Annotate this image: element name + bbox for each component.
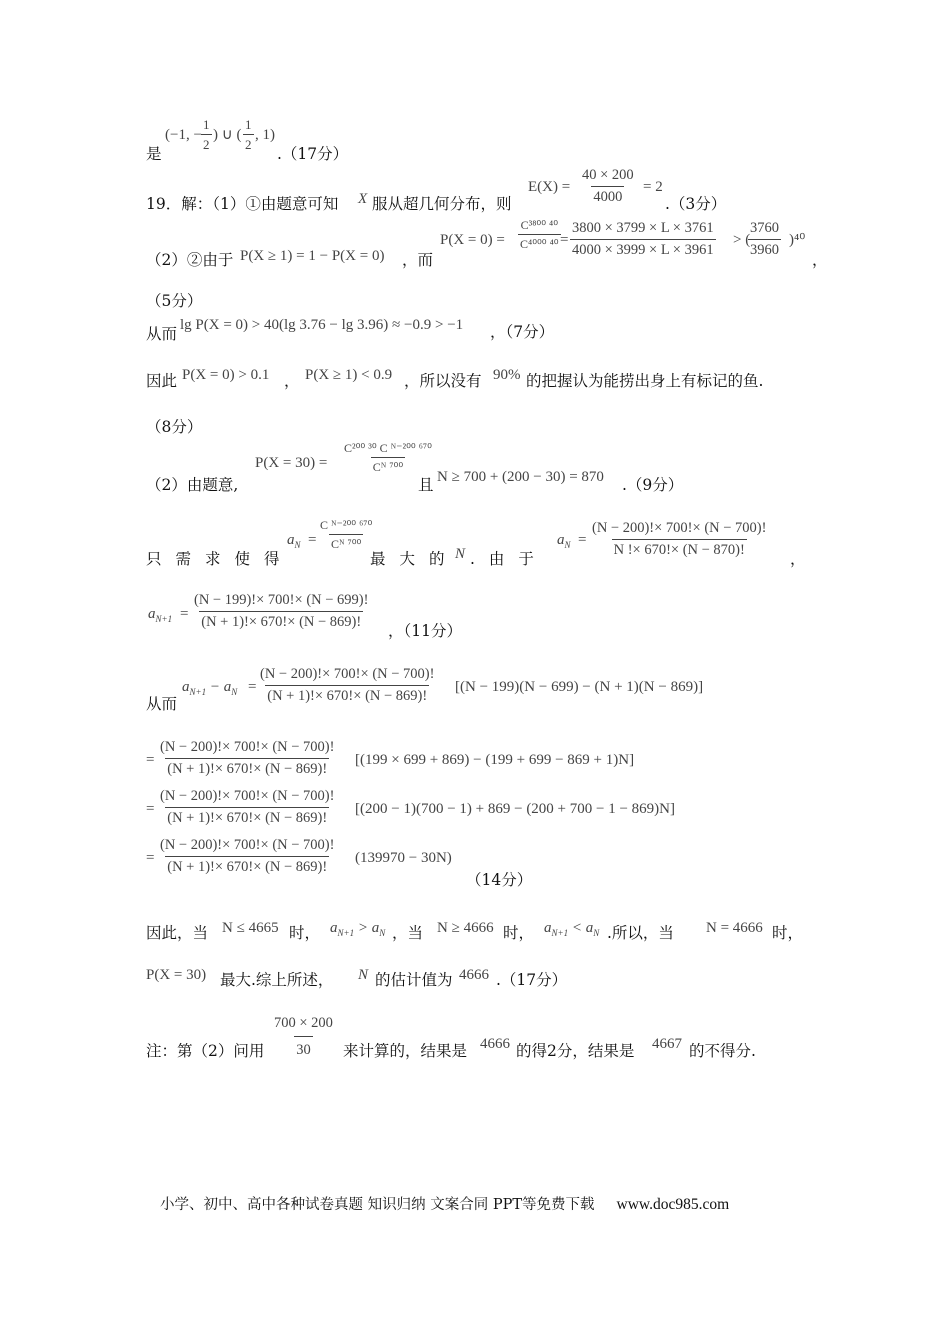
step3-eq: =	[146, 850, 155, 866]
note-text4: 的不得分.	[689, 1042, 756, 1060]
expectation-lhs: E(X) =	[528, 179, 571, 195]
hence-text: 因此	[146, 372, 178, 390]
aN1-eq: =	[180, 606, 189, 622]
from-text: 从而	[146, 325, 178, 343]
q19-intro: 19．解：（1）①由题意可知	[146, 195, 339, 213]
aN-lhs: $a_N$	[287, 532, 301, 550]
interval-frac1: $\frac{1}{2}$	[203, 117, 210, 152]
score-3: .（3分）	[665, 195, 727, 213]
diff-tail: [(N − 199)(N − 699) − (N + 1)(N − 869)]	[455, 679, 704, 695]
px30-lhs: P(X = 30) =	[255, 455, 328, 471]
note-frac: $\frac{700 \times 200}{30}$	[274, 1015, 333, 1058]
hence-comma: ，	[284, 372, 300, 390]
complement-eq: P(X ≥ 1) = 1 − P(X = 0)	[240, 248, 385, 264]
score-17-a: .（17分）	[277, 145, 349, 163]
concl-text3: ，当	[392, 924, 424, 942]
aN-eq: =	[308, 532, 317, 548]
p2-comma: ，	[812, 251, 828, 269]
step3-frac: $\frac{(N - 200)!\times 700!\times (N - 700)!}{(N + 1)!\times 670!\times (N - 869)!}$	[160, 837, 335, 875]
var-N: N	[455, 546, 466, 562]
diff-frac: $\frac{(N - 200)!\times 700!\times (N - 700)!}{(N + 1)!\times 670!\times (N - 869)!}$	[260, 666, 435, 704]
step1-tail: [(199 × 699 + 869) − (199 + 699 − 869 + 1)N]	[355, 752, 635, 768]
aN1-frac: $\frac{(N - 199)!\times 700!\times (N - 699)!}{(N + 1)!\times 670!\times (N - 869)!}$	[194, 592, 369, 630]
concl-text4: 时，	[503, 924, 535, 942]
score-17-b: .（17分）	[496, 971, 568, 989]
step1-frac: $\frac{(N - 200)!\times 700!\times (N - 700)!}{(N + 1)!\times 670!\times (N - 869)!}$	[160, 739, 335, 777]
step3-tail: (139970 − 30N)	[355, 850, 452, 866]
p2b-intro: （2）由题意,	[146, 476, 239, 494]
need-max: 最大的	[370, 550, 459, 568]
step1-eq: =	[146, 752, 155, 768]
aN2-lhs: $a_N$	[557, 532, 571, 550]
var-N-2: N	[358, 967, 369, 983]
score-11: ，（11分）	[388, 622, 462, 640]
footer-text: 小学、初中、高中各种试卷真题 知识归纳 文案合同 PPT等免费下载	[160, 1197, 595, 1213]
score-5: （5分）	[146, 292, 203, 310]
n-ge-4666: N ≥ 4666	[437, 920, 494, 936]
step2-tail: [(200 − 1)(700 − 1) + 869 − (200 + 700 − 1 − 869)N]	[355, 801, 676, 817]
concl-text5: .所以，当	[607, 924, 674, 942]
q19-distribution: 服从超几何分布，则	[372, 195, 512, 213]
hence-text2: ，所以没有	[404, 372, 482, 390]
summary-text1: 最大.综上所述，	[220, 971, 334, 989]
n-eq-4666: N = 4666	[706, 920, 763, 936]
p0-lhs: P(X = 0) =	[440, 232, 505, 248]
var-X: X	[358, 191, 368, 207]
step2-eq: =	[146, 801, 155, 817]
concl-text6: 时，	[772, 924, 804, 942]
concl-text1: 因此，当	[146, 924, 209, 942]
expectation-result: = 2	[643, 179, 663, 195]
diff-from: 从而	[146, 695, 178, 713]
estimate-4666: 4666	[459, 967, 489, 983]
note-4667: 4667	[652, 1036, 682, 1052]
p2-intro: （2）②由于	[146, 251, 234, 269]
p2-and: ，而	[402, 251, 434, 269]
note-text2: 来计算的，结果是	[343, 1042, 468, 1060]
p2b-and: 且	[418, 476, 434, 494]
footer-url[interactable]: www.doc985.com	[616, 1196, 730, 1213]
aN2-frac: $\frac{(N - 200)!\times 700!\times (N - 700)!}{N !\times 670!\times (N - 870)!}$	[592, 520, 767, 558]
a-increasing: $a_{N+1} > a_N$	[330, 920, 386, 938]
binom-frac: $\frac{\text{C³⁸⁰⁰ ⁴⁰}}{\text{C⁴⁰⁰⁰ ⁴⁰}}$	[520, 218, 559, 251]
note-text1: 注：第（2）问用	[146, 1042, 265, 1060]
expectation-frac: $\frac{40 \times 200}{4000}$	[582, 167, 634, 205]
n-lower-bound: N ≥ 700 + (200 − 30) = 870	[437, 469, 604, 485]
aN-frac: $\frac{\text{C ᴺ⁻²⁰⁰ ⁶⁷⁰}}{\text{Cᴺ ⁷⁰⁰}}$	[320, 518, 373, 551]
p0-gt: > (	[733, 232, 751, 248]
concl-text2: 时，	[289, 924, 321, 942]
interval-math-c: , 1)	[255, 127, 275, 143]
product-frac: $\frac{3800 \times 3799 \times L \times 3761}{4000 \times 3999 \times L \times 3961}$	[572, 220, 714, 258]
summary-text2: 的估计值为	[375, 971, 453, 989]
need-comma: ，	[790, 550, 806, 568]
px30-frac: $\frac{\text{C²⁰⁰ ³⁰ C ᴺ⁻²⁰⁰ ⁶⁷⁰}}{\text{Cᴺ ⁷⁰⁰}}$	[344, 441, 432, 474]
page-footer	[160, 1193, 729, 1214]
p0-eq: =	[560, 232, 569, 248]
interval-frac2: $\frac{1}{2}$	[245, 117, 252, 152]
score-14: （14分）	[466, 871, 533, 889]
p0-gt-0.1: P(X = 0) > 0.1	[182, 367, 270, 383]
n-le-4665: N ≤ 4665	[222, 920, 279, 936]
score-8: （8分）	[146, 418, 203, 436]
a-decreasing: $a_{N+1} < a_N$	[544, 920, 600, 938]
aN2-eq: =	[578, 532, 587, 548]
hence-text3: 的把握认为能捞出身上有标记的鱼.	[526, 372, 764, 390]
ninety-percent: 90%	[493, 367, 521, 383]
log-inequality: lg P(X = 0) > 40(lg 3.76 − lg 3.96) ≈ −0.9 > −1	[180, 317, 464, 333]
step2-frac: $\frac{(N - 200)!\times 700!\times (N - 700)!}{(N + 1)!\times 670!\times (N - 869)!}$	[160, 788, 335, 826]
diff-lhs: $a_{N+1} - a_N$	[182, 679, 238, 697]
ratio-frac: $\frac{3760}{3960}$	[750, 220, 779, 258]
note-4666: 4666	[480, 1036, 510, 1052]
note-text3: 的得2分，结果是	[516, 1042, 635, 1060]
interval-math-b: ) ∪ (	[213, 127, 242, 143]
px30-max: P(X = 30)	[146, 967, 207, 983]
interval-math-a: (−1, −	[165, 127, 202, 143]
ratio-power: )⁴⁰	[789, 232, 806, 248]
line1-text: 是	[146, 145, 162, 163]
p1-lt-0.9: P(X ≥ 1) < 0.9	[305, 367, 393, 383]
need-since: .由于	[470, 550, 548, 568]
score-7: ，（7分）	[490, 323, 555, 341]
need-text: 只需求使得	[146, 550, 294, 568]
aN1-lhs: $a_{N+1}$	[148, 606, 173, 624]
diff-eq: =	[248, 679, 257, 695]
score-9: .（9分）	[622, 476, 684, 494]
